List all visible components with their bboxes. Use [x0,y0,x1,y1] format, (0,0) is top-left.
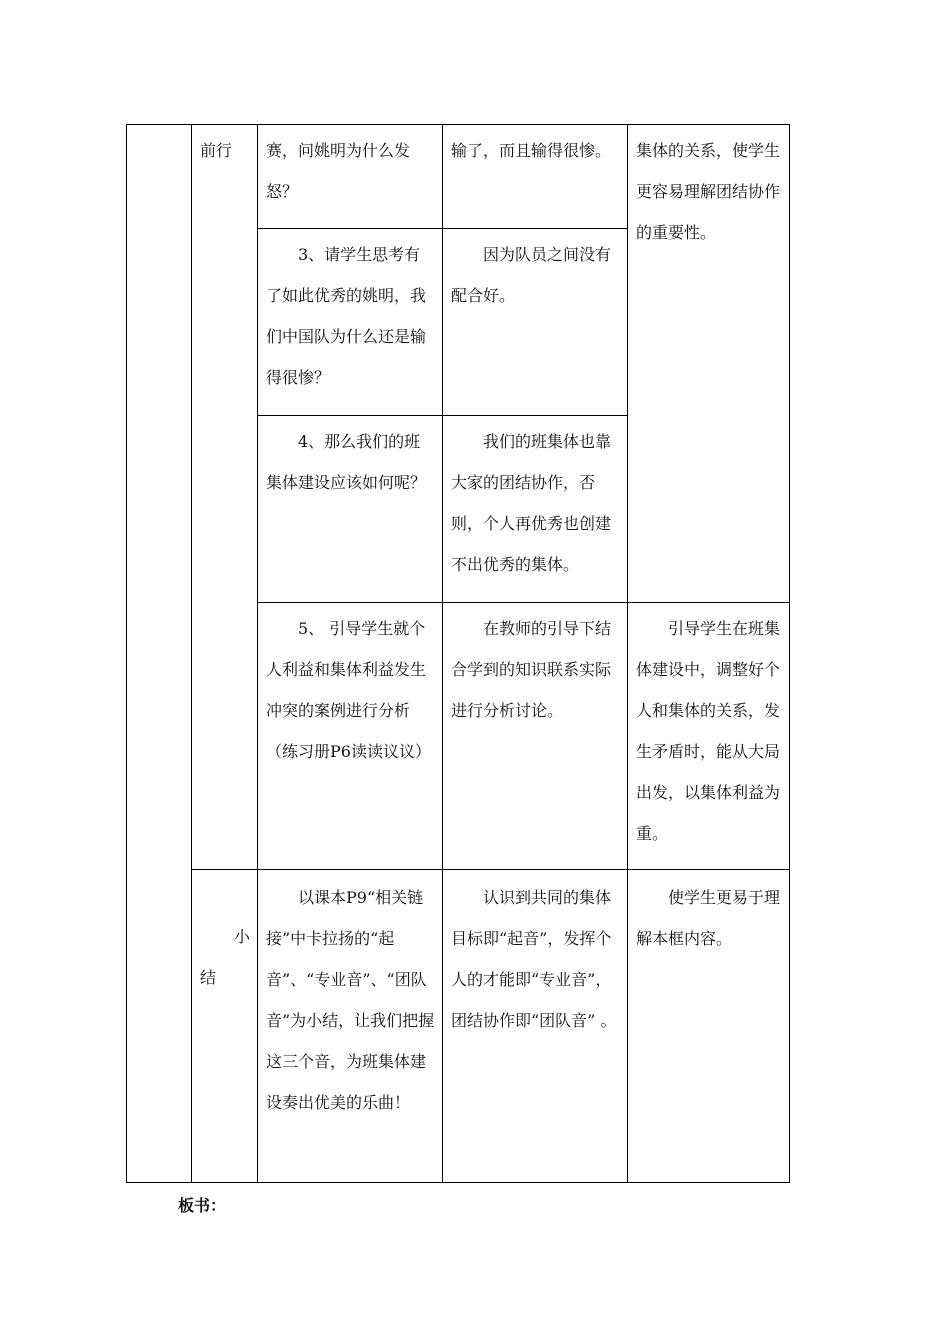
design-intent-text: 引导学生在班集体建设中，调整好个人和集体的关系，发生矛盾时，能从大局出发，以集体利益为重。 [636,619,781,843]
table-col-divider-2 [257,124,258,1183]
teacher-activity-text: 4、那么我们的班集体建设应该如何呢？ [266,432,427,492]
student-activity-cell [451,130,623,171]
design-intent-cell [636,608,781,854]
table-border-left [126,124,127,1183]
teacher-activity-text: 3、请学生思考有了如此优秀的姚明，我们中国队为什么还是输得很惨？ [266,245,427,387]
design-intent-cell [636,130,781,253]
design-intent-text: 集体的关系，使学生更容易理解团结协作的重要性。 [636,141,781,242]
table-col-divider-1 [191,124,192,1183]
table-border-bottom [126,1182,790,1183]
student-activity-text: 在教师的引导下结合学到的知识联系实际进行分析讨论。 [451,619,612,720]
stage-label-second-char: 结 [200,968,217,987]
student-activity-cell [451,421,623,585]
teacher-activity-cell [266,877,436,1123]
teacher-activity-text: 以课本P9“相关链接”中卡拉扬的“起音”、“专业音”、“团队音”为小结，让我们把握这三个音，为班集体建设奏出优美的乐曲！ [266,888,435,1112]
row-divider-2 [257,415,628,416]
student-activity-text: 输了，而且输得很惨。 [451,141,612,160]
teacher-activity-cell [266,421,436,503]
table-border-right [789,124,790,1183]
stage-label: 前行 [200,141,233,160]
design-intent-cell [636,877,781,959]
student-activity-text: 认识到共同的集体目标即“起音”，发挥个人的才能即“专业音”，团结协作即“团队音” 。 [451,888,617,1030]
row-divider-1 [257,228,628,229]
student-activity-cell [451,877,623,1041]
row-divider-4 [191,869,790,870]
design-intent-text: 使学生更易于理解本框内容。 [636,888,781,948]
row-divider-3 [257,602,790,603]
student-activity-cell [451,608,623,731]
student-activity-text: 因为队员之间没有配合好。 [451,245,612,305]
teacher-activity-cell [266,234,436,398]
table-border-top [126,124,790,125]
table-col-divider-3 [442,124,443,1183]
table-col-divider-4 [627,124,628,1183]
teacher-activity-cell [266,130,436,212]
student-activity-text: 我们的班集体也靠大家的团结协作，否则，个人再优秀也创建不出优秀的集体。 [451,432,612,574]
stage-cell-summary [200,916,254,998]
stage-label-first-char: 小 [233,927,250,946]
teacher-activity-cell [266,608,436,772]
teacher-activity-text: 5、 引导学生就个人利益和集体利益发生冲突的案例进行分析（练习册P6读读议议） [266,619,431,761]
stage-cell-forward [200,130,250,171]
board-writing-label: 板书： [178,1196,227,1215]
student-activity-cell [451,234,623,316]
teacher-activity-text: 赛，问姚明为什么发怒？ [266,141,411,201]
